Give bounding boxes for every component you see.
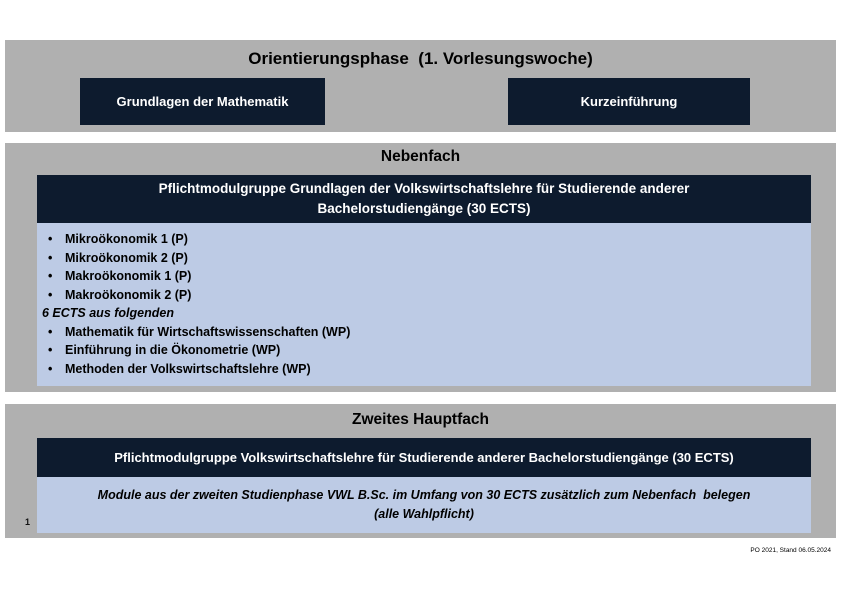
orientation-title: Orientierungsphase (1. Vorlesungswoche) [248, 49, 593, 68]
module-list-item: • Mikroökonomik 1 (P) [42, 230, 801, 249]
nebenfach-module-list-panel [37, 223, 811, 386]
module-list-item: • Makroökonomik 1 (P) [42, 267, 801, 286]
zweites-hauptfach-title: Zweites Hauptfach [352, 411, 489, 428]
module-list-note: 6 ECTS aus folgenden [42, 306, 174, 320]
kurzeinfuehrung-box: Kurzeinführung [508, 78, 750, 125]
hauptfach-module-note: Module aus der zweiten Studienphase VWL B.Sc. im Umfang von 30 ECTS zusätzlich zum Nebenfach belegen (alle Wahlpflicht) [37, 477, 811, 533]
module-list-item: • Makroökonomik 2 (P) [42, 286, 801, 305]
module-list-item: • Mathematik für Wirtschaftswissenschaften (WP) [42, 323, 801, 342]
nebenfach-section [5, 143, 836, 392]
page-number: 1 [25, 517, 31, 527]
hauptfach-module-group-header: Pflichtmodulgruppe Volkswirtschaftslehre für Studierende anderer Bachelorstudiengänge (30 ECTS) [37, 438, 811, 477]
grundlagen-der-mathematik-box: Grundlagen der Mathematik [80, 78, 325, 125]
zweites-hauptfach-section [5, 404, 836, 538]
module-list [42, 230, 801, 378]
module-list-item: • Mikroökonomik 2 (P) [42, 249, 801, 268]
orientation-section [5, 40, 836, 132]
module-list-item: • Einführung in die Ökonometrie (WP) [42, 341, 801, 360]
nebenfach-module-group-header: Pflichtmodulgruppe Grundlagen der Volkswirtschaftslehre für Studierende anderer Bachelorstudiengänge (30 ECTS) [37, 175, 811, 223]
footer-version-note: PO 2021, Stand 06.05.2024 [750, 547, 831, 554]
nebenfach-title: Nebenfach [380, 148, 461, 165]
module-list-item: • Methoden der Volkswirtschaftslehre (WP) [42, 360, 801, 379]
